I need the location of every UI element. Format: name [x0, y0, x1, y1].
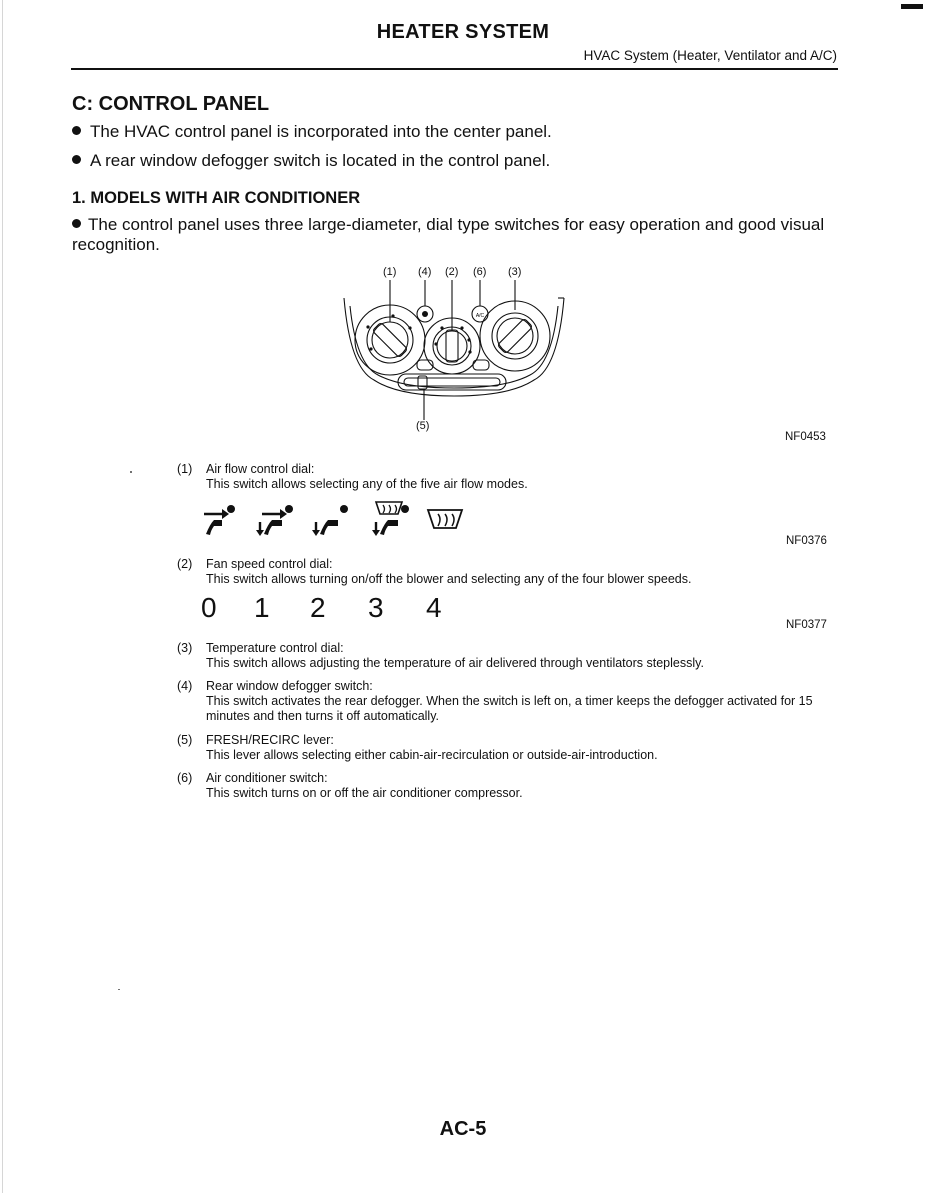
- page-number: AC-5: [439, 1118, 487, 1140]
- airflow-icon-row: [200, 500, 470, 540]
- item-title: Fan speed control dial:: [206, 557, 333, 571]
- control-panel-illustration: [338, 280, 570, 420]
- item-title: Temperature control dial:: [206, 641, 344, 655]
- fan-speed-digit: 1: [254, 592, 270, 623]
- item-title: Rear window defogger switch:: [206, 679, 373, 693]
- bullet-text: A rear window defogger switch is located in the control panel.: [90, 151, 551, 170]
- item-number: (6): [177, 771, 193, 785]
- callout-5: (5): [416, 420, 430, 432]
- bullet-dot: [72, 126, 81, 135]
- speck: [118, 989, 120, 990]
- item-number: (1): [177, 462, 193, 476]
- bullet-text: The control panel uses three large-diameter, dial type switches for easy operation and good visual recognition.: [72, 215, 825, 254]
- item-number: (5): [177, 733, 193, 747]
- figure-code: NF0377: [786, 619, 827, 631]
- item-text: This lever allows selecting either cabin-air-recirculation or outside-air-introduction.: [206, 748, 658, 762]
- item-text: This switch allows selecting any of the five air flow modes.: [206, 477, 528, 491]
- bullet-dot: [72, 219, 81, 228]
- callout-2: (2): [445, 266, 459, 278]
- bullet-item: [72, 151, 550, 171]
- bullet-text: The HVAC control panel is incorporated into the center panel.: [90, 122, 552, 141]
- header-title: HEATER SYSTEM: [376, 21, 550, 43]
- defrost-mode-icon: [428, 510, 462, 528]
- bi-level-mode-icon: [256, 505, 293, 536]
- item-text: This switch turns on or off the air conditioner compressor.: [206, 786, 523, 800]
- item-text: This switch allows adjusting the temperature of air delivered through ventilators steplessly.: [206, 656, 704, 670]
- fan-speed-digit: 3: [368, 592, 384, 623]
- subsection-title: 1. MODELS WITH AIR CONDITIONER: [72, 189, 361, 207]
- corner-mark: [901, 4, 923, 9]
- item-title: Air flow control dial:: [206, 462, 315, 476]
- bullet-dot: [72, 155, 81, 164]
- figure-code: NF0453: [785, 431, 826, 443]
- bullet-item: [72, 122, 552, 142]
- vent-mode-icon: [204, 505, 235, 535]
- foot-defrost-mode-icon: [372, 502, 409, 536]
- callout-1: (1): [383, 266, 397, 278]
- subsection-bullet: [72, 215, 840, 255]
- speck: [130, 471, 132, 473]
- header-rule: [71, 68, 838, 70]
- foot-mode-icon: [312, 505, 348, 536]
- item-text: This switch activates the rear defogger. When the switch is left on, a timer keeps the defogger activated for 15 minutes and then turns it off automatically.: [206, 694, 813, 723]
- item-title: FRESH/RECIRC lever:: [206, 733, 334, 747]
- section-title: C: CONTROL PANEL: [72, 93, 270, 115]
- callout-3: (3): [508, 266, 522, 278]
- callout-4: (4): [418, 266, 432, 278]
- callout-6: (6): [473, 266, 487, 278]
- ac-button-label: A/C: [475, 313, 485, 319]
- header-subtitle: HVAC System (Heater, Ventilator and A/C): [583, 48, 837, 63]
- item-number: (3): [177, 641, 193, 655]
- page-edge: [2, 0, 3, 1193]
- item-title: Air conditioner switch:: [206, 771, 328, 785]
- figure-code: NF0376: [786, 535, 827, 547]
- item-number: (2): [177, 557, 193, 571]
- fan-speed-digit: 4: [426, 592, 442, 623]
- fan-speed-digit: 0: [201, 592, 217, 623]
- fan-speed-digit: 2: [310, 592, 326, 623]
- item-text: This switch allows turning on/off the blower and selecting any of the four blower speeds.: [206, 572, 692, 586]
- item-number: (4): [177, 679, 193, 693]
